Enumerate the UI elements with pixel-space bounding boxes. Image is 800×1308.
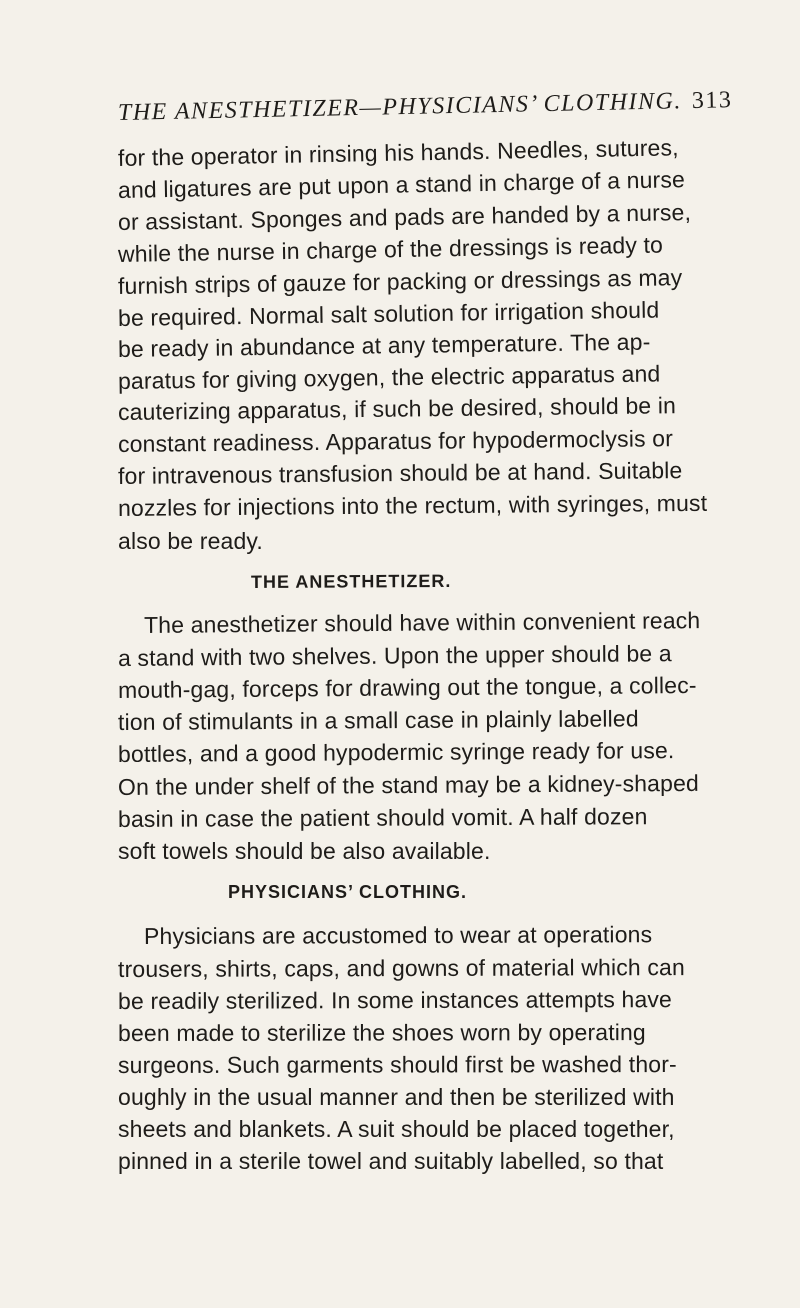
text-line: while the nurse in charge of the dressings is ready to	[117, 231, 664, 267]
text-line: On the under shelf of the stand may be a kidney-shaped	[117, 769, 699, 800]
text-line: surgeons. Such garments should first be washed thor-	[117, 1051, 677, 1078]
text-line: constant readiness. Apparatus for hypodermoclysis or	[117, 425, 674, 457]
text-line: pinned in a sterile towel and suitably labelled, so that	[118, 1148, 664, 1174]
text-line: also be ready.	[118, 528, 263, 554]
section-heading-anesthetizer: THE ANESTHETIZER.	[250, 570, 452, 592]
text-line: be readily sterilized. In some instances attempts have	[117, 986, 673, 1014]
text-line: or assistant. Sponges and pads are handed by a nurse,	[117, 198, 692, 235]
text-line: trousers, shirts, caps, and gowns of material which can	[117, 954, 685, 982]
text-line: oughly in the usual manner and then be sterilized with	[118, 1084, 675, 1110]
text-line: nozzles for injections into the rectum, with syringes, must	[117, 489, 708, 521]
text-line: bottles, and a good hypodermic syringe ready for use.	[117, 737, 675, 767]
text-line: be required. Normal salt solution for irrigation should	[117, 296, 660, 331]
section-heading-physicians-clothing: PHYSICIANS’ CLOTHING.	[228, 882, 468, 902]
text-line: sheets and blankets. A suit should be placed together,	[118, 1116, 675, 1142]
text-line: and ligatures are put upon a stand in charge of a nurse	[117, 166, 686, 203]
text-line: for the operator in rinsing his hands. Needles, sutures,	[117, 134, 679, 171]
text-line: mouth-gag, forceps for drawing out the tongue, a collec-	[117, 671, 697, 703]
running-head	[117, 87, 733, 127]
text-line: The anesthetizer should have within convenient reach	[143, 607, 701, 638]
text-line: be ready in abundance at any temperature. The ap-	[117, 328, 651, 362]
running-head-title: THE ANESTHETIZER—PHYSICIANS’ CLOTHING.	[117, 88, 683, 126]
text-line: tion of stimulants in a small case in plainly labelled	[117, 705, 639, 735]
text-line: furnish strips of gauze for packing or dressings as may	[117, 264, 683, 299]
text-line: for intravenous transfusion should be at hand. Suitable	[117, 457, 683, 489]
page-number: 313	[691, 87, 733, 114]
text-line: cauterizing apparatus, if such be desired, should be in	[117, 392, 677, 425]
text-line: a stand with two shelves. Upon the upper should be a	[117, 640, 672, 671]
text-line: soft towels should be also available.	[118, 838, 491, 864]
text-line: Physicians are accustomed to wear at operations	[143, 921, 653, 949]
text-line: paratus for giving oxygen, the electric apparatus and	[117, 360, 661, 394]
text-line: been made to sterilize the shoes worn by operating	[117, 1019, 646, 1046]
text-line: basin in case the patient should vomit. A half dozen	[117, 803, 648, 832]
